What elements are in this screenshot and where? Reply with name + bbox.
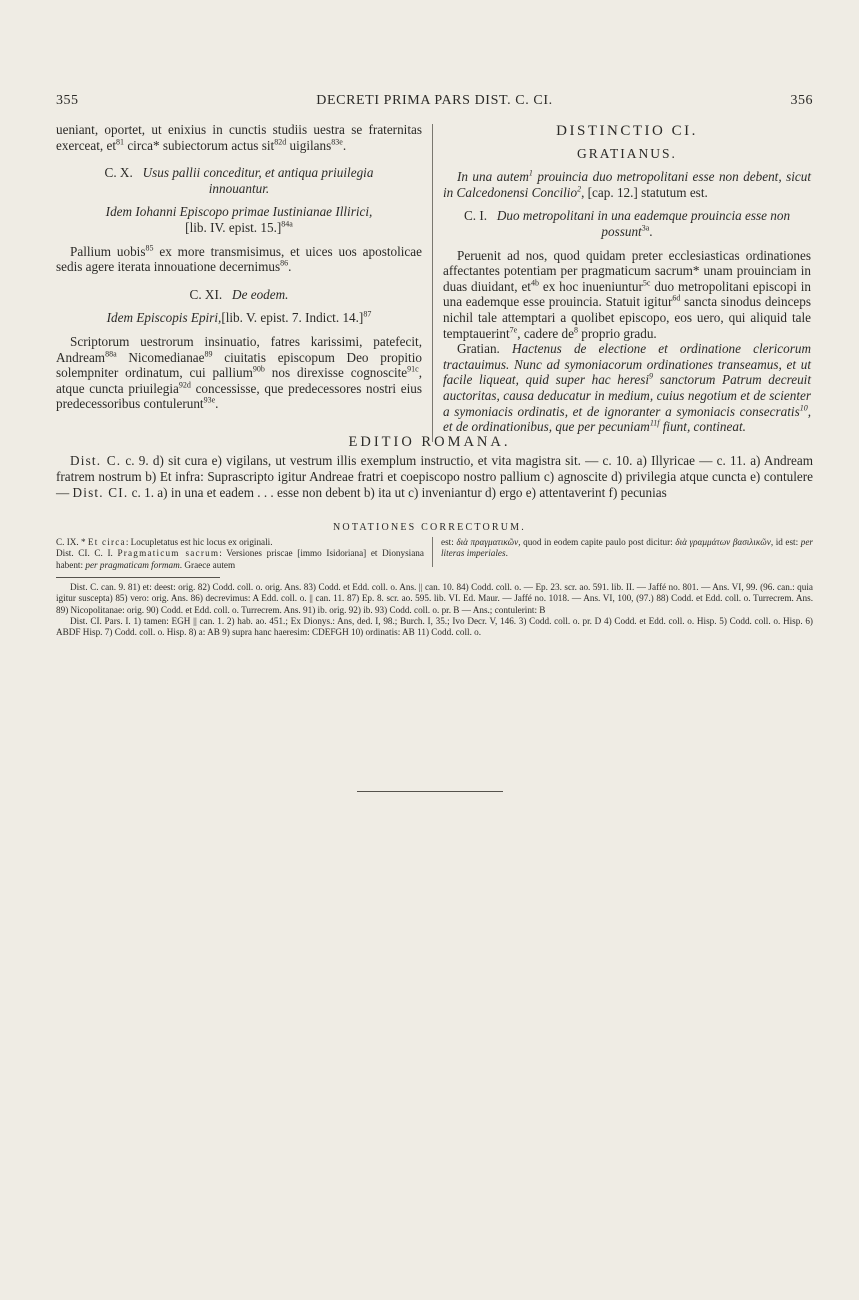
editio-romana-heading: EDITIO ROMANA.	[348, 434, 511, 450]
apparatus-dist-c: Dist. C. can. 9. 81) et: deest: orig. 82) Codd. coll. o. orig. Ans. 83) Codd. et Edd. coll. o. Ans. || can. 10. 84) Codd. coll. o. — Ep. 23. scr. ao. 591. lib. II. — Jaffé no. 801. — Ans. VI, 99. (96. can.: quia igitur suscepta) 85) vero: orig. Ans. 86) decrevimus: A Edd. coll. o. || can. 11. 87) Ep. 8. scr. ao. 595. lib. VI. Ed. Maur. — Jaffé no. 1018. — Ans. VI, 100, (97.) 88) Codd. et Edd. coll. o. Turrecrem. Ans. 89) Nicopolitanae: orig. 90) Codd. et Edd. coll. o. Turrecrem. Ans. 91) ib. orig. 92) ib. 93) Codd. coll. o. pr. B — Ans.; contulerint: B	[56, 582, 813, 615]
left-column	[56, 122, 432, 442]
page-number-left: 355	[56, 93, 79, 108]
dictum-intro: In una autem$^1$ prouincia duo metropolitani esse non debent, sicut in Calcedonensi Concilio$^2$, [cap. 12.] statutum est.	[443, 168, 811, 200]
page-number-right: 356	[790, 93, 813, 108]
notationes-right: est: διὰ πραγματικῶν, quod in eodem capite paulo post dicitur: διὰ γραμμάτων βασιλικῶν, id est: per literas imperiales.	[441, 537, 813, 559]
canon-10-rubric: C. X. Usus pallii conceditur, et antiqua priuilegia innouantur.	[104, 165, 374, 196]
notationes-correctorum	[56, 537, 813, 571]
canon-1-rubric: C. I. Duo metropolitani in una eademque prouincia esse non possunt$^{3a}$.	[463, 208, 791, 239]
canon-10-reference: [lib. IV. epist. 15.]$^{84a}$	[185, 219, 293, 235]
running-title: DECRETI PRIMA PARS DIST. C. CI.	[316, 93, 553, 108]
main-columns	[56, 122, 813, 442]
running-header	[56, 93, 813, 109]
gratian-dictum: Gratian. Hactenus de electione et ordinatione clericorum tractauimus. Nunc ad symoniacorum ordinationes transeamus, et ut facile liqueat, quid super hac heresi$^9$ sanctorum Patrum decreuit auctoritas, causa deducatur in medium, cuius negotium et de scienter a symoniacis ordinatis, et de ignoranter a symoniacis consecratis$^{10}$, et de ordinationibus, que per pecuniam$^{11f}$ fiunt, contineat.	[443, 341, 811, 435]
notationes-heading: NOTATIONES CORRECTORUM.	[333, 522, 526, 533]
end-rule	[357, 791, 503, 792]
apparatus-rule	[56, 577, 220, 578]
canon-11-text: Scriptorum uestrorum insinuatio, fatres karissimi, patefecit, Andream$^{88a}$ Nicomedianae$^{89}$ ciuitatis episcopum Deo propitio solempniter ordinatum, cui pallium$^{90b}$ nos direxisse cognoscite$^{91c}$, atque cuncta priuilegia$^{92d}$ concessisse, que predecessores nostri eius predecessoribus contulerunt$^{93e}$.	[56, 333, 422, 412]
canon-10-inscription: Idem Iohanni Episcopo primae Iustinianae Illirici,	[105, 204, 373, 220]
gratianus-heading: GRATIANUS.	[577, 145, 677, 161]
canon-10-text: Pallium uobis$^{85}$ ex more transmisimus, et uices uos apostolicae sedis agere iterata innouatione decernimus$^{86}$.	[56, 243, 422, 275]
notationes-left: C. IX. * Et circa: Locupletatus est hic locus ex originali. Dist. CI. C. I. Pragmaticum sacrum: Versiones priscae [immo Isidoriana] et Dionysiana habent: per pragmaticam formam. Graece autem	[56, 537, 424, 570]
apparatus-dist-ci: Dist. CI. Pars. I. 1) tamen: EGH || can. 1. 2) hab. ao. 451.; Ex Dionys.: Ans, ded. I, 98.; Burch. I, 35.; Ivo Decr. V, 146. 3) Codd. coll. o. pr. D 4) Codd. et Edd. coll. o. Hisp. 5) Codd. coll. o. Hisp. 6) ABDF Hisp. 7) Codd. coll. o. Hisp. 8) a: AB 9) supra hanc haeresim: CDEFGH 10) ordinatis: AB 11) Codd. coll. o.	[56, 615, 813, 638]
continuation-paragraph: ueniant, oportet, ut enixius in cunctis studiis uestra se fraternitas exerceat, $et^{81}$ circa* subiectorum actus sit$^{82d}$ uigilans$^{83e}$.	[56, 122, 422, 153]
canon-11-inscription: Idem Episcopis Epiri,[lib. V. epist. 7. Indict. 14.]$^{87}$	[106, 309, 372, 326]
canon-1-text: Peruenit ad nos, quod quidam preter ecclesiasticas ordinationes affectantes potentiam per pragmaticum sacrum* unam prouinciam in duas diuidant, $et^{4b}$ ex hoc inueniuntur$^{5c}$ duo metropolitani episcopi in una eademque esse prouincia. Statuit igitur$^{6d}$ sancta sinodus deinceps nichil tale attemptari a quolibet episcopo, eos uero, qui aliquid tale temptauerint$^{7e}$, cadere $de^8$ proprio gradu.	[443, 247, 811, 341]
distinction-title: DISTINCTIO CI.	[556, 123, 698, 139]
critical-apparatus	[56, 582, 813, 638]
right-column	[433, 122, 811, 442]
canon-11-rubric: C. XI. De eodem.	[189, 286, 289, 302]
editio-romana-notes: Dist. C. c. 9. d) sit cura e) vigilans, ut vestrum illis exemplum instructio, et vita magistra sit. — c. 10. a) Illyricae — c. 11. a) Andream fratrem nostrum b) Et infra: Suprascripto igitur Andreae fratri et coepiscopo nostro pallium c) agnoscite d) privilegia atque cuncta e) contulere — Dist. CI. c. 1. a) in una et eadem . . . esse non debent b) ita ut c) inveniantur d) ergo e) attentaverint f) pecunias	[56, 453, 814, 500]
